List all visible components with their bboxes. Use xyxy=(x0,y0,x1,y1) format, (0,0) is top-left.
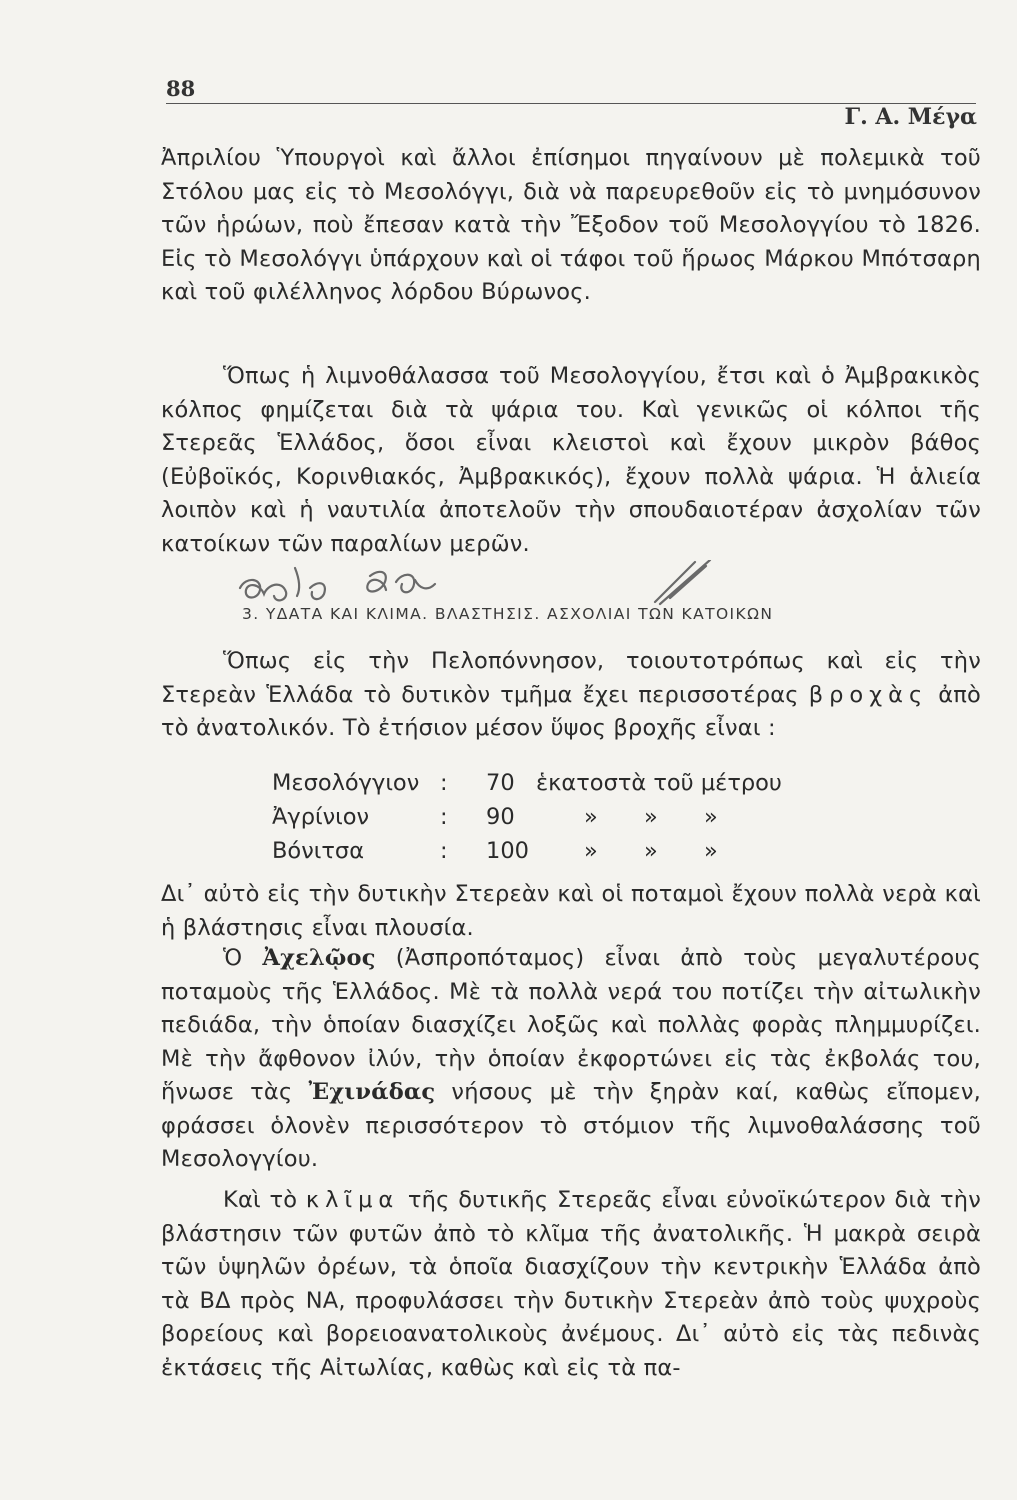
rainfall-row xyxy=(272,834,836,868)
acheloos-text-3: νήσους μὲ τὴν ξηρὰν καί, καθὼς εἴπομεν, φράσσει ὁλονὲν περισσότερον τὸ στόμιον τῆς λιμνοθαλάσσης τοῦ Μεσολογγίου. xyxy=(161,1079,981,1172)
paragraph-climate xyxy=(161,1184,981,1385)
ditto-mark: » xyxy=(704,838,718,864)
rainfall-colon: : xyxy=(440,770,448,796)
running-header-author: Γ. Α. Μέγα xyxy=(844,104,977,130)
rainfall-value: 70 xyxy=(486,770,515,796)
rainfall-table xyxy=(272,766,836,868)
section-heading: 3. ΥΔΑΤΑ ΚΑΙ ΚΛΙΜΑ. ΒΛΑΣΤΗΣΙΣ. ΑΣΧΟΛΙΑΙ ΤΩΝ ΚΑΤΟΙΚΩΝ xyxy=(242,605,774,623)
rainfall-intro-text-2: ἀπὸ τὸ ἀνατολικόν. Τὸ ἐτήσιον μέσον ὕψος βροχῆς εἶναι : xyxy=(161,681,981,741)
acheloos-text-2: (Ἀσπροπόταμος) εἶναι ἀπὸ τοὺς μεγαλυτέρους ποταμοὺς τῆς Ἑλλάδος. Μὲ τὰ πολλὰ νερά του ποτίζει τὴν αἰτωλικὴν πεδιάδα, τὴν ὁποίαν διασχίζει λοξῶς καὶ πολλὰς φορὰς πλημμυρίζει. Μὲ τὴν ἄφθονον ἰλύν, τὴν ὁποίαν ἐκφορτώνει εἰς τὰς ἐκβολάς του, ἥνωσε τὰς xyxy=(161,945,982,1105)
paragraph-western-rivers: Δι᾿ αὐτὸ εἰς τὴν δυτικὴν Στερεὰν καὶ οἱ ποταμοὶ ἔχουν πολλὰ νερὰ καὶ ἡ βλάστησις εἶναι πλουσία. xyxy=(161,881,981,941)
rainfall-city: Μεσολόγγιον xyxy=(272,770,420,796)
ditto-mark: » xyxy=(644,804,658,830)
rainfall-row xyxy=(272,800,836,834)
rainfall-row xyxy=(272,766,836,800)
paragraph-acheloos xyxy=(161,942,981,1177)
spaced-word-rain: βροχὰς xyxy=(808,681,929,708)
paragraph-missolonghi-memorial: Ἀπριλίου Ὑπουργοὶ καὶ ἄλλοι ἐπίσημοι πηγαίνουν μὲ πολεμικὰ τοῦ Στόλου μας εἰς τὸ Μεσολόγγι, διὰ νὰ παρευρεθοῦν εἰς τὸ μνημόσυνον τῶν ἡρώων, ποὺ ἔπεσαν κατὰ τὴν Ἔξοδον τοῦ Μεσολογγίου τὸ 1826. Εἰς τὸ Μεσολόγγι ὑπάρχουν καὶ οἱ τάφοι τοῦ ἥρωος Μάρκου Μπότσαρη καὶ τοῦ φιλέλληνος λόρδου Βύρωνος. xyxy=(161,145,981,305)
page-number: 88 xyxy=(166,76,196,101)
ditto-mark: » xyxy=(584,838,598,864)
rainfall-colon: : xyxy=(440,804,448,830)
rainfall-colon: : xyxy=(440,838,448,864)
rainfall-unit: ἑκατοστὰ τοῦ μέτρου xyxy=(536,770,782,796)
handwritten-pencil-annotation xyxy=(200,560,720,610)
climate-text-1: Καὶ τὸ xyxy=(223,1187,306,1213)
ditto-mark: » xyxy=(644,838,658,864)
climate-text-2: τῆς δυτικῆς Στερεᾶς εἶναι εὐνοϊκώτερον διὰ τὴν βλάστησιν τῶν φυτῶν ἀπὸ τὸ κλῖμα τῆς ἀνατολικῆς. Ἡ μακρὰ σειρὰ τῶν ὑψηλῶν ὀρέων, τὰ ὁποῖα διασχίζουν τὴν κεντρικὴν Ἑλλάδα ἀπὸ τὰ ΒΔ πρὸς ΝΑ, προφυλάσσει τὴν δυτικὴν Στερεὰν ἀπὸ τοὺς ψυχροὺς βορείους καὶ βορειοανατολικοὺς ἀνέμους. Δι᾿ αὐτὸ εἰς τὰς πεδινὰς ἐκτάσεις τῆς Αἰτωλίας, καθὼς καὶ εἰς τὰ πα- xyxy=(161,1187,981,1381)
ditto-mark: » xyxy=(704,804,718,830)
islands-name-echinades: Ἐχινάδας xyxy=(308,1079,436,1105)
acheloos-text-1: Ὁ xyxy=(223,945,263,971)
rainfall-city: Βόνιτσα xyxy=(272,838,365,864)
rainfall-value: 100 xyxy=(486,838,529,864)
rainfall-intro-text-1: Ὅπως εἰς τὴν Πελοπόννησον, τοιουτοτρόπως καὶ εἰς τὴν Στερεὰν Ἑλλάδα τὸ δυτικὸν τμῆμα ἔχει περισσοτέρας xyxy=(161,648,981,708)
paragraph-rainfall-intro xyxy=(161,645,981,746)
river-name-acheloos: Ἀχελῷος xyxy=(262,945,376,971)
paragraph-fishing-gulfs: Ὅπως ἡ λιμνοθάλασσα τοῦ Μεσολογγίου, ἔτσι καὶ ὁ Ἀμβρακικὸς κόλπος φημίζεται διὰ τὰ ψάρια του. Καὶ γενικῶς οἱ κόλποι τῆς Στερεᾶς Ἑλλάδος, ὅσοι εἶναι κλειστοὶ καὶ ἔχουν μικρὸν βάθος (Εὐβοϊκός, Κορινθιακός, Ἀμβρακικός), ἔχουν πολλὰ ψάρια. Ἡ ἁλιεία λοιπὸν καὶ ἡ ναυτιλία ἀποτελοῦν τὴν σπουδαιοτέραν ἀσχολίαν τῶν κατοίκων τῶν παραλίων μερῶν. xyxy=(161,363,981,557)
spaced-word-climate: κλῖμα xyxy=(305,1187,400,1213)
rainfall-value: 90 xyxy=(486,804,515,830)
ditto-mark: » xyxy=(584,804,598,830)
rainfall-city: Ἀγρίνιον xyxy=(272,804,370,830)
